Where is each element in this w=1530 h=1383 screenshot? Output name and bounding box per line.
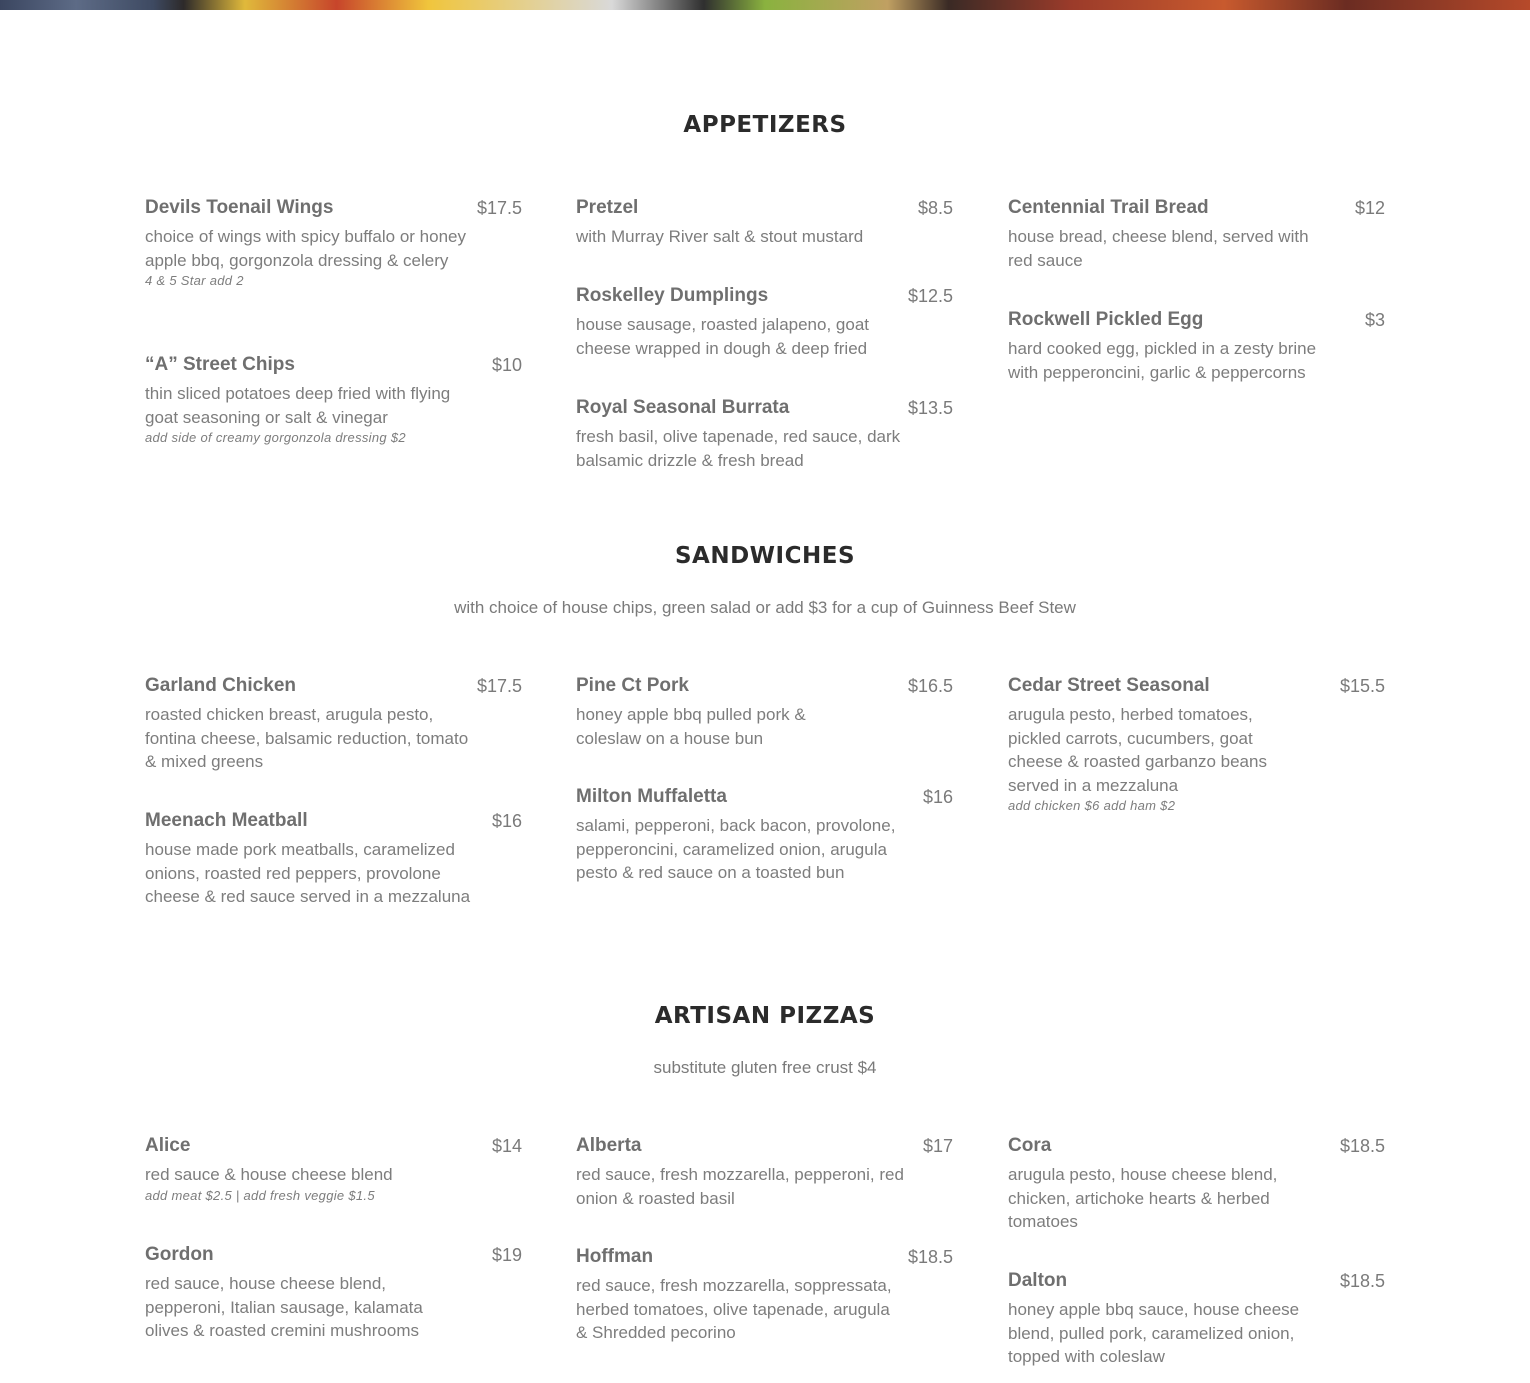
item-name: Devils Toenail Wings	[145, 197, 334, 218]
item-name: Alberta	[576, 1135, 642, 1156]
item-price: $10	[491, 355, 522, 375]
item-price: $17	[922, 1136, 953, 1156]
hero-image-strip	[0, 0, 1530, 10]
item-description: honey apple bbq sauce, house cheese blend, pulled pork, caramelized onion, topped with coleslaw	[1008, 1300, 1300, 1366]
menu-item	[1008, 195, 1385, 272]
item-description: salami, pepperoni, back bacon, provolone, pepperoncini, caramelized onion, arugula pesto & red sauce on a toasted bun	[576, 816, 896, 882]
menu-item	[145, 1133, 522, 1205]
item-name: Pine Ct Pork	[576, 675, 689, 696]
item-name: Gordon	[145, 1244, 214, 1265]
menu-item	[1008, 1268, 1385, 1369]
item-price: $16.5	[907, 676, 953, 696]
menu-item	[576, 784, 953, 885]
item-note: add chicken $6 add ham $2	[1008, 798, 1176, 813]
item-price: $17.5	[476, 198, 522, 218]
item-name: Royal Seasonal Burrata	[576, 397, 790, 418]
menu-item	[576, 1244, 953, 1345]
item-price: $17.5	[476, 676, 522, 696]
section-title-pizzas: ARTISAN PIZZAS	[654, 1003, 876, 1029]
item-description: hard cooked egg, pickled in a zesty brine with pepperoncini, garlic & peppercorns	[1008, 339, 1317, 382]
item-name: Hoffman	[576, 1246, 654, 1267]
item-description: roasted chicken breast, arugula pesto, fontina cheese, balsamic reduction, tomato & mixed greens	[145, 705, 469, 771]
menu-item	[145, 195, 522, 290]
item-price: $14	[491, 1136, 522, 1156]
item-note: add meat $2.5 | add fresh veggie $1.5	[145, 1187, 375, 1203]
item-price: $12	[1354, 198, 1385, 218]
menu-item	[1008, 307, 1385, 384]
menu-item	[1008, 1133, 1385, 1234]
item-name: Pretzel	[576, 197, 639, 218]
item-description: arugula pesto, herbed tomatoes, pickled carrots, cucumbers, goat cheese & roasted garbanzo beans served in a mezzaluna	[1008, 705, 1267, 795]
item-price: $3	[1364, 310, 1385, 330]
item-name: Rockwell Pickled Egg	[1008, 309, 1204, 330]
item-name: Dalton	[1008, 1270, 1068, 1291]
item-price: $16	[922, 787, 953, 807]
item-description: honey apple bbq pulled pork & coleslaw on a house bun	[576, 705, 806, 748]
item-description: fresh basil, olive tapenade, red sauce, dark balsamic drizzle & fresh bread	[576, 427, 901, 470]
item-name: Centennial Trail Bread	[1008, 197, 1209, 218]
menu-item	[576, 283, 953, 360]
item-description: arugula pesto, house cheese blend, chicken, artichoke hearts & herbed tomatoes	[1008, 1165, 1278, 1231]
item-note: 4 & 5 Star add 2	[145, 273, 244, 288]
item-price: $16	[491, 811, 522, 831]
item-price: $15.5	[1339, 676, 1385, 696]
item-name: Cora	[1008, 1135, 1052, 1156]
menu-item	[576, 195, 953, 249]
item-price: $18.5	[1339, 1271, 1385, 1291]
menu-item	[145, 808, 522, 909]
menu-item	[145, 1242, 522, 1343]
menu-item	[145, 673, 522, 774]
item-price: $8.5	[917, 198, 953, 218]
section-title-sandwiches: SANDWICHES	[674, 543, 856, 569]
menu-item	[576, 395, 953, 472]
item-description: red sauce, fresh mozzarella, soppressata, herbed tomatoes, olive tapenade, arugula & Shredded pecorino	[576, 1276, 892, 1342]
item-price: $12.5	[907, 286, 953, 306]
item-name: Garland Chicken	[145, 675, 296, 696]
item-name: “A” Street Chips	[145, 354, 295, 375]
item-name: Roskelley Dumplings	[576, 285, 769, 306]
item-description: red sauce, house cheese blend, pepperoni, Italian sausage, kalamata olives & roasted cremini mushrooms	[145, 1274, 423, 1340]
section-title-appetizers: APPETIZERS	[683, 112, 847, 138]
item-description: house made pork meatballs, caramelized onions, roasted red peppers, provolone cheese & red sauce served in a mezzaluna	[145, 840, 471, 906]
item-name: Milton Muffaletta	[576, 786, 727, 807]
item-description: house bread, cheese blend, served with red sauce	[1008, 227, 1309, 270]
item-price: $18.5	[907, 1247, 953, 1267]
item-description: red sauce, fresh mozzarella, pepperoni, red onion & roasted basil	[576, 1165, 904, 1208]
item-name: Alice	[145, 1135, 191, 1156]
menu-item	[1008, 673, 1385, 815]
menu-item	[576, 1133, 953, 1210]
item-price: $19	[491, 1245, 522, 1265]
item-price: $18.5	[1339, 1136, 1385, 1156]
item-description: red sauce & house cheese blend	[145, 1165, 393, 1184]
item-note: add side of creamy gorgonzola dressing $2	[145, 430, 406, 445]
item-description: thin sliced potatoes deep fried with flying goat seasoning or salt & vinegar	[145, 384, 451, 427]
item-description: house sausage, roasted jalapeno, goat cheese wrapped in dough & deep fried	[576, 315, 870, 358]
item-name: Meenach Meatball	[145, 810, 308, 831]
menu-item	[576, 673, 953, 750]
item-description: with Murray River salt & stout mustard	[576, 227, 864, 246]
section-subtitle-sandwiches: with choice of house chips, green salad or add $3 for a cup of Guinness Beef Stew	[454, 598, 1076, 617]
item-price: $13.5	[907, 398, 953, 418]
item-description: choice of wings with spicy buffalo or honey apple bbq, gorgonzola dressing & celery	[145, 227, 466, 270]
menu-item	[145, 352, 522, 447]
item-name: Cedar Street Seasonal	[1008, 675, 1210, 696]
section-subtitle-pizzas: substitute gluten free crust $4	[653, 1058, 877, 1077]
